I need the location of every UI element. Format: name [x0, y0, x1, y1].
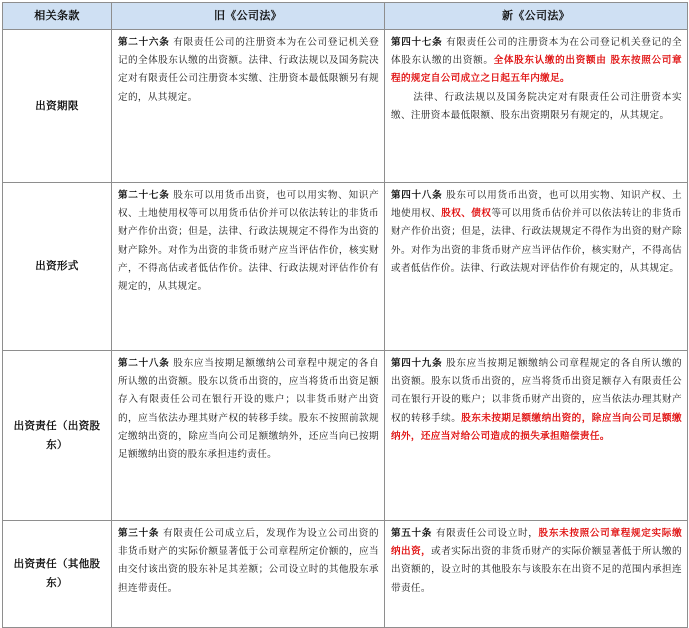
- row-label: 出资责任（其他股东）: [3, 521, 112, 628]
- article-number: 第四十七条: [391, 37, 443, 48]
- article-text: 股东应当按期足额缴纳公司章程中规定的各自所认缴的出资额。股东以货币出资的，应当将货币出资足额存入有限责任公司在银行开设的账户；以非货币财产出资的，应当依法办理其财产权的转移手续。股东不按照前款规定缴纳出资的，除应当向公司足额缴纳外，还应当向已按期足额缴纳出资的股东承担违约责任。: [118, 358, 380, 461]
- article-text: 法律、行政法规以及国务院决定对有限责任公司注册资本实缴、注册资本最低限额、股东出资期限另有规定的，从其规定。: [391, 91, 682, 121]
- header-old-law: 旧《公司法》: [112, 3, 385, 30]
- row-label: 出资责任（出资股东）: [3, 351, 112, 521]
- article-number: 第二十八条: [118, 358, 170, 369]
- header-new-law: 新《公司法》: [385, 3, 688, 30]
- table-row: [3, 521, 688, 628]
- table-row: [3, 183, 688, 351]
- article-number: 第四十八条: [391, 190, 443, 201]
- article-number: 第二十六条: [118, 37, 170, 48]
- old-law-cell: [112, 30, 385, 183]
- changed-text: 股权、债权: [441, 208, 492, 220]
- new-law-cell: [385, 30, 688, 183]
- row-label: 出资形式: [3, 183, 112, 351]
- old-law-cell: [112, 183, 385, 351]
- article-text: 有限责任公司设立时，: [435, 528, 539, 539]
- article-text: 有限责任公司的注册资本为在公司登记机关登记的全体股东认缴的出资额。法律、行政法规以及国务院决定对有限责任公司注册资本实缴、注册资本最低限额另有规定的，从其规定。: [118, 37, 380, 103]
- article-text: 股东可以用货币出资，也可以用实物、知识产权、土地使用权、: [391, 190, 682, 220]
- changed-text: 全体股东认缴的出资额由 股东按照公司章程的规定自公司成立之日起五年内缴足。: [391, 55, 682, 85]
- article-number: 第三十条: [118, 528, 160, 539]
- new-law-cell: [385, 521, 688, 628]
- article-number: 第四十九条: [391, 358, 443, 369]
- table-row: [3, 30, 688, 183]
- law-comparison-table: [2, 2, 688, 628]
- changed-text: 股东未按照公司章程规定实际缴纳出资，: [391, 528, 683, 558]
- article-text: 有限责任公司的注册资本为在公司登记机关登记的全体股东认缴的出资额。: [391, 37, 682, 67]
- article-text: 或者实际出资的非货币财产的实际价额显著低于所认缴的出资额的，设立时的其他股东与该股东在出资不足的范围内承担连带责任。: [391, 546, 682, 594]
- article-number: 第五十条: [391, 528, 433, 539]
- new-law-cell: [385, 351, 688, 521]
- old-law-cell: [112, 521, 385, 628]
- new-law-cell: [385, 183, 688, 351]
- row-label: 出资期限: [3, 30, 112, 183]
- old-law-cell: [112, 351, 385, 521]
- article-text: 等可以用货币估价并可以依法转让的非货币财产作价出资；但是，法律、行政法规规定不得作为出资的财产除外。对作为出资的非货币财产应当评估作价，核实财产，不得高估或者低估作价。法律、行政法规对评估作价有规定的，从其规定。: [391, 208, 682, 274]
- article-number: 第二十七条: [118, 190, 170, 201]
- article-text: 股东可以用货币出资，也可以用实物、知识产权、土地使用权等可以用货币估价并可以依法转让的非货币财产作价出资；但是，法律、行政法规规定不得作为出资的财产除外。对作为出资的非货币财产应当评估作价，核实财产，不得高估或者低估作价。法律、行政法规对评估作价有规定的，从其规定。: [118, 190, 380, 293]
- article-text: 有限责任公司成立后，发现作为设立公司出资的非货币财产的实际价额显著低于公司章程所定价额的，应当由交付该出资的股东补足其差额；公司设立时的其他股东承担连带责任。: [118, 528, 379, 594]
- header-clause: 相关条款: [3, 3, 112, 30]
- table-row: [3, 351, 688, 521]
- article-text: 股东应当按期足额缴纳公司章程规定的各自所认缴的出资额。股东以货币出资的，应当将货币出资足额存入有限责任公司在银行开设的账户；以非货币财产出资的，应当依法办理其财产权的转移手续。: [391, 358, 682, 424]
- changed-text: 股东未按期足额缴纳出资的，除应当向公司足额缴纳外，还应当对给公司造成的损失承担赔偿责任。: [391, 412, 682, 442]
